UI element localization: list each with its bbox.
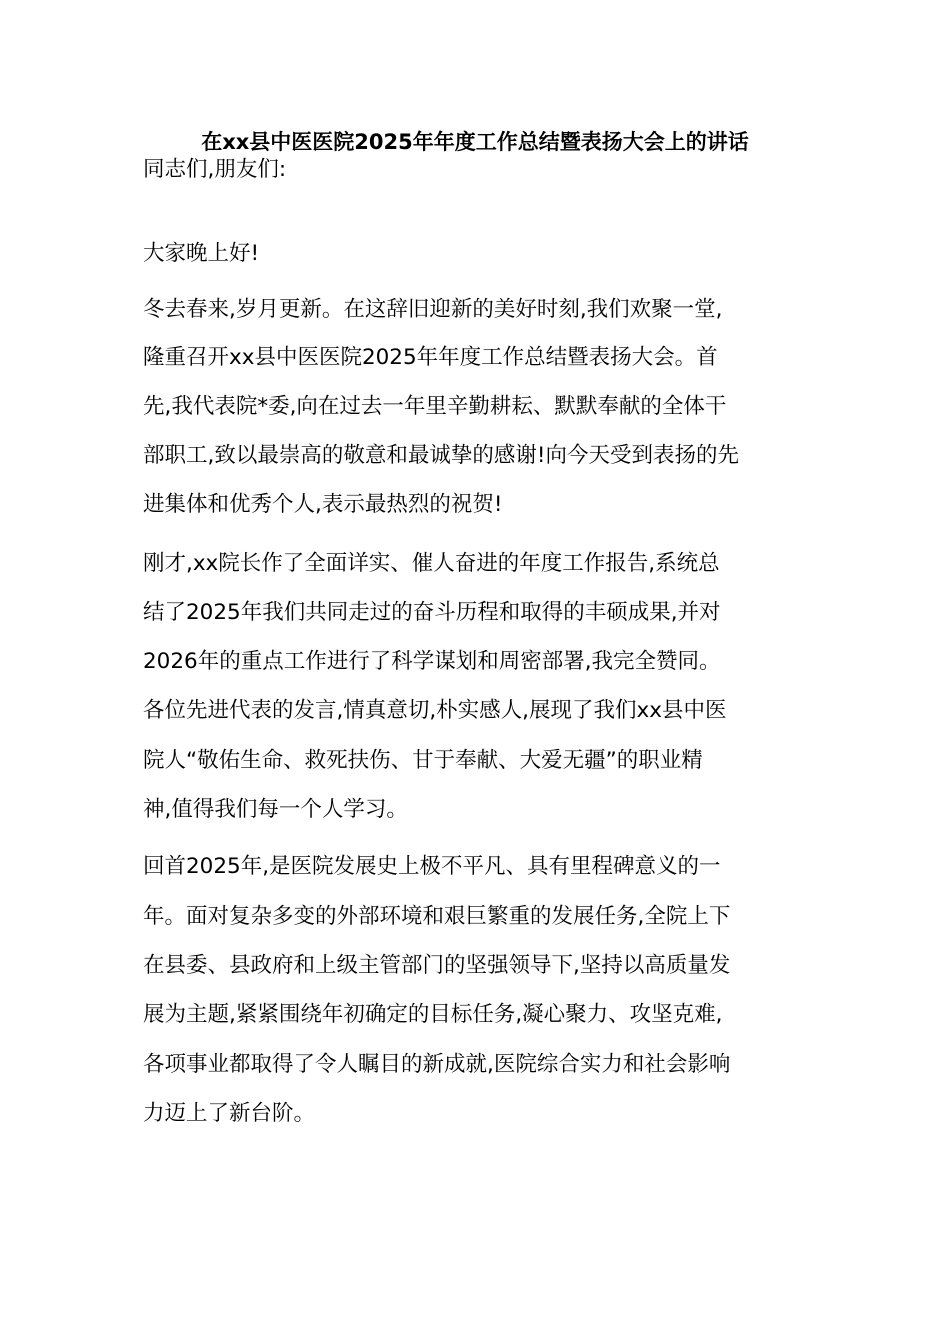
- document-title: 在xx县中医医院2025年年度工作总结暨表扬大会上的讲话: [201, 130, 749, 154]
- text-line: 年。面对复杂多变的外部环境和艰巨繁重的发展任务,全院上下: [143, 904, 731, 929]
- text-line: 部职工,致以最崇高的敬意和最诚挚的感谢!向今天受到表扬的先: [143, 443, 739, 468]
- text-line: 进集体和优秀个人,表示最热烈的祝贺!: [143, 492, 503, 517]
- text-line: 刚才,xx院长作了全面详实、催人奋进的年度工作报告,系统总: [143, 551, 720, 576]
- text-line: 先,我代表院*委,向在过去一年里辛勤耕耘、默默奉献的全体干: [143, 394, 727, 419]
- text-line: 各项事业都取得了令人瞩目的新成就,医院综合实力和社会影响: [143, 1052, 731, 1077]
- text-line: 在县委、县政府和上级主管部门的坚强领导下,坚持以高质量发: [143, 953, 731, 978]
- text-line: 冬去春来,岁月更新。在这辞旧迎新的美好时刻,我们欢聚一堂,: [143, 297, 723, 322]
- text-line: 力迈上了新台阶。: [143, 1101, 316, 1126]
- salutation: 同志们,朋友们:: [143, 157, 287, 182]
- text-line: 院人“敬佑生命、救死扶伤、甘于奉献、大爱无疆”的职业精: [143, 748, 703, 773]
- text-line: 各位先进代表的发言,情真意切,朴实感人,展现了我们xx县中医: [143, 698, 727, 723]
- text-line: 神,值得我们每一个人学习。: [143, 797, 408, 822]
- text-line: 2026年的重点工作进行了科学谋划和周密部署,我完全赞同。: [143, 649, 721, 674]
- text-line: 结了2025年我们共同走过的奋斗历程和取得的丰硕成果,并对: [143, 600, 721, 625]
- text-line: 回首2025年,是医院发展史上极不平凡、具有里程碑意义的一: [143, 854, 721, 879]
- text-line: 隆重召开xx县中医医院2025年年度工作总结暨表扬大会。首: [143, 345, 718, 370]
- greeting: 大家晚上好!: [143, 241, 260, 266]
- text-line: 展为主题,紧紧围绕年初确定的目标任务,凝心聚力、攻坚克难,: [143, 1002, 723, 1027]
